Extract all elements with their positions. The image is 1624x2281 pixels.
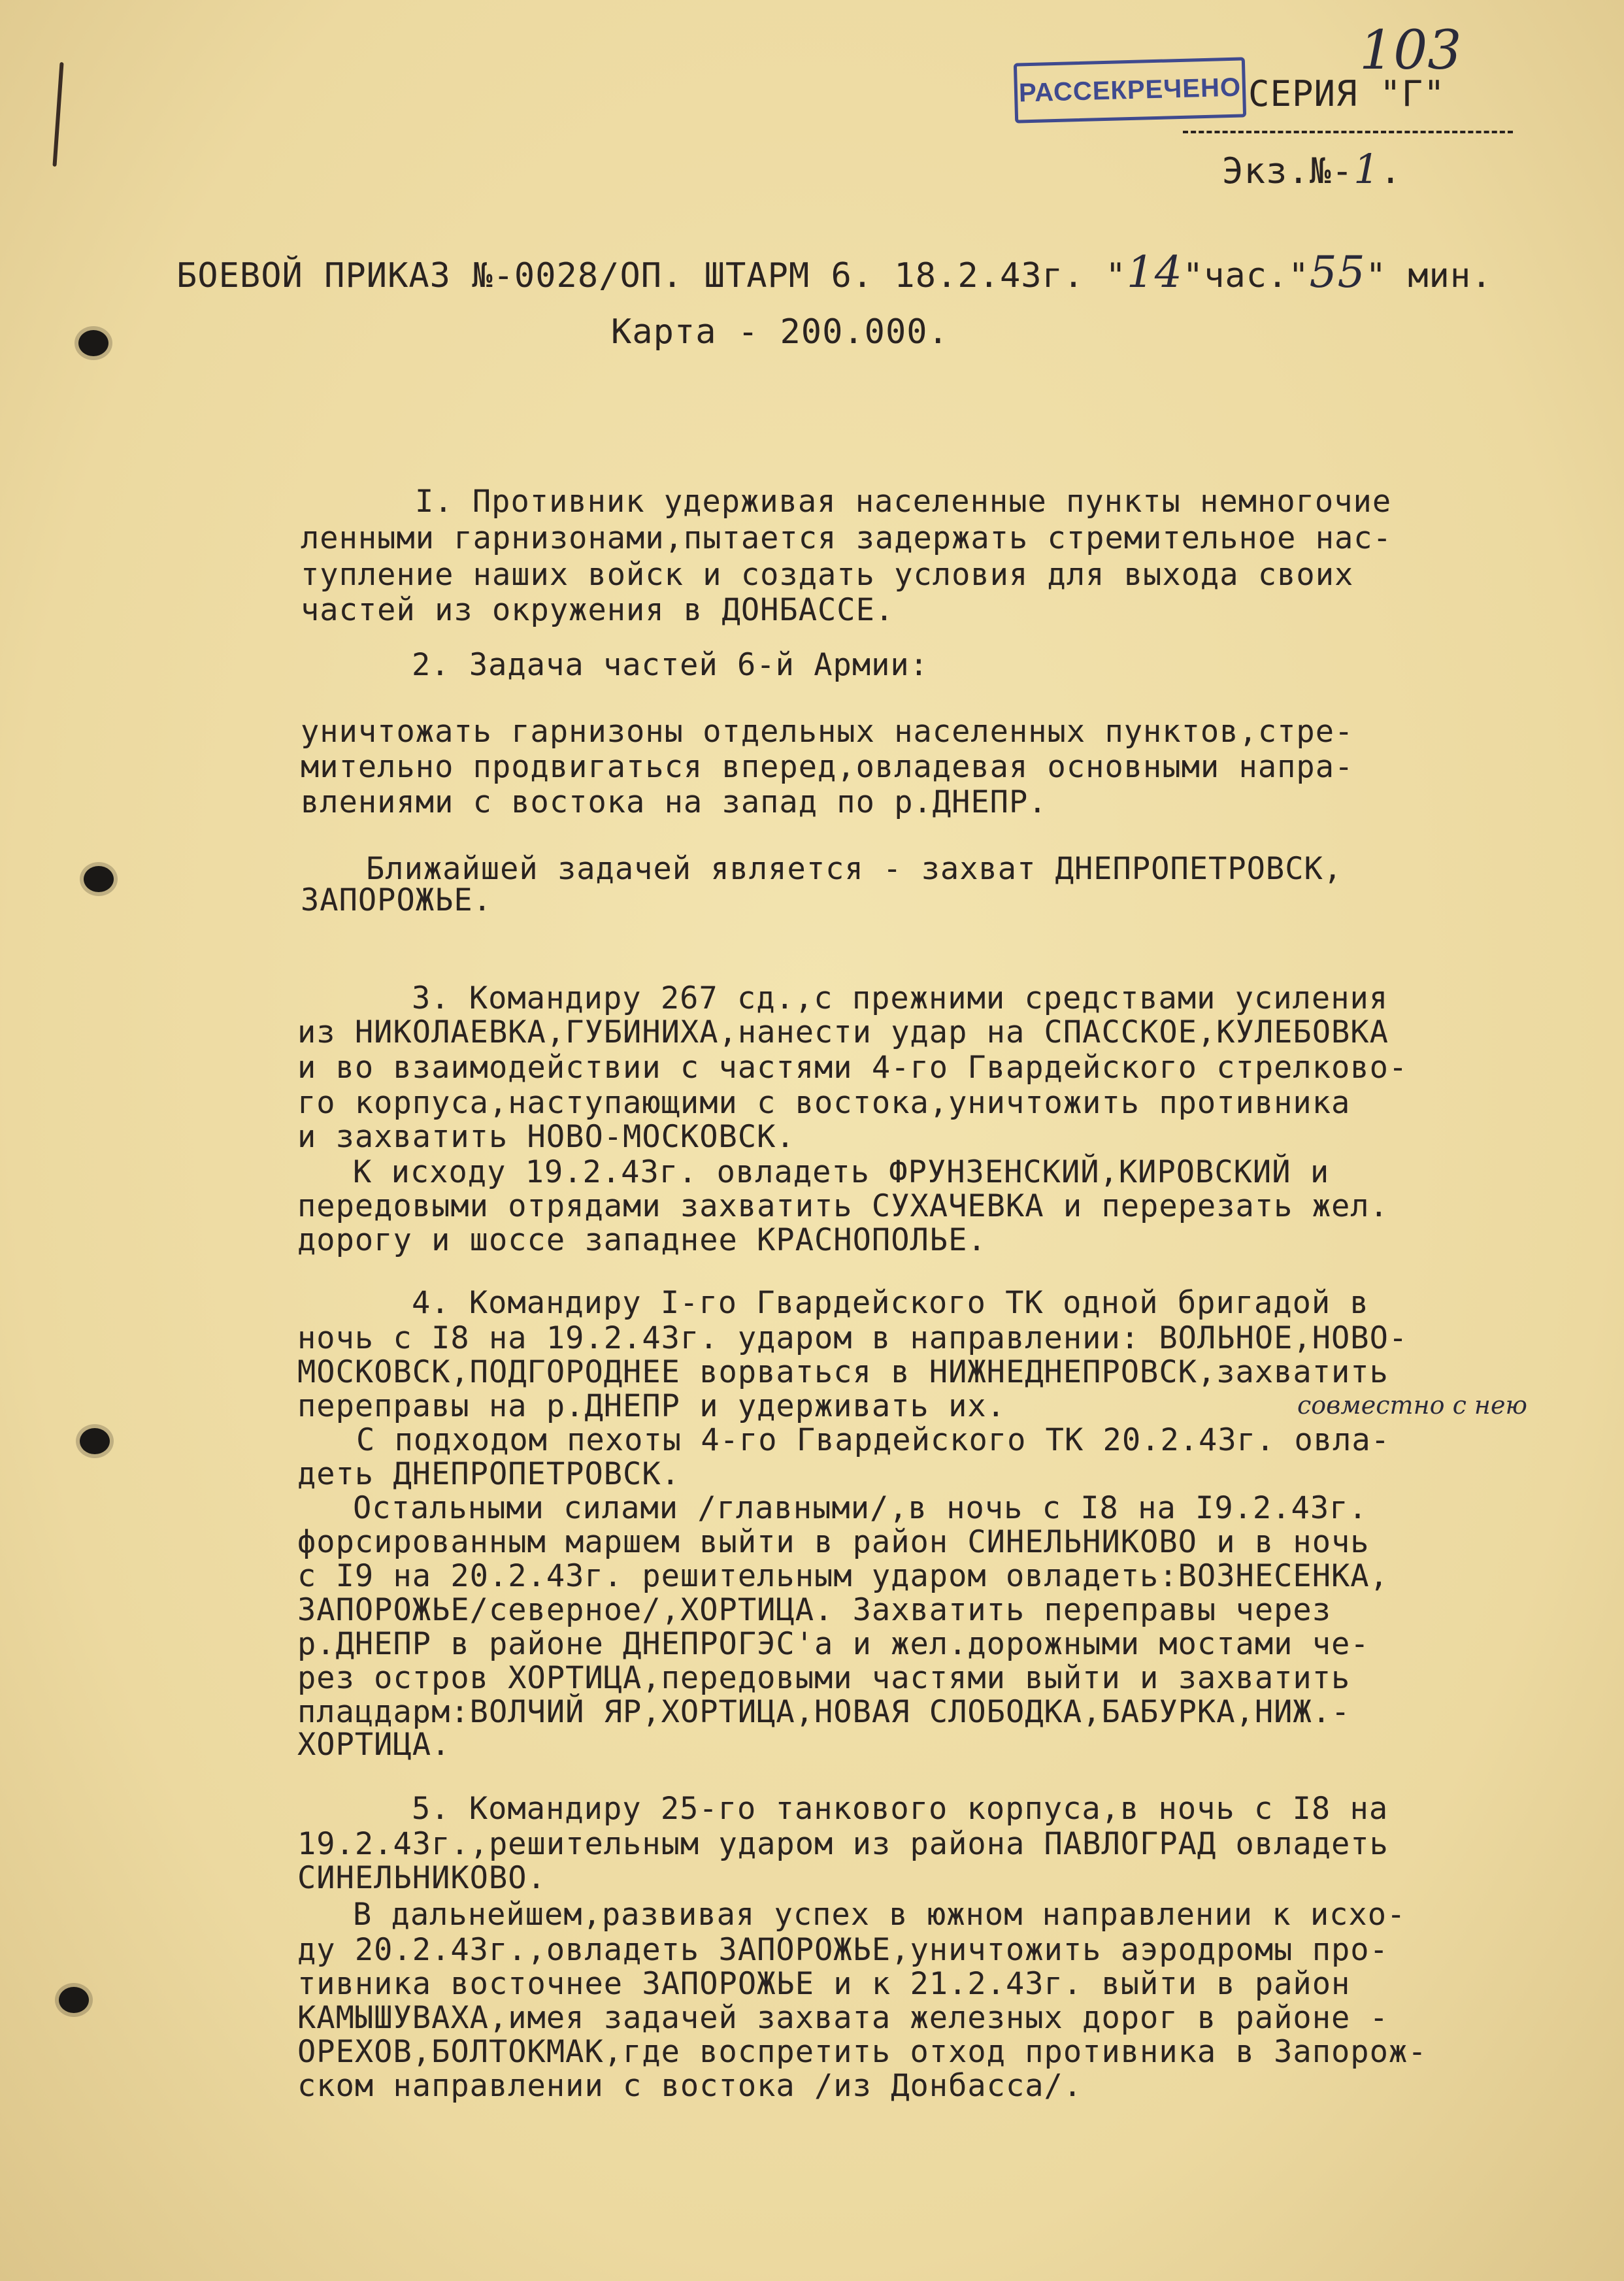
body-line-30: рез остров ХОРТИЦА,передовыми частями выйти и захватить — [297, 1660, 1351, 1696]
body-line-38: тивника восточнее ЗАПОРОЖЬЕ и к 21.2.43г. выйти в район — [297, 1966, 1351, 2002]
body-line-13: и во взаимодействии с частями 4-го Гвардейского стрелково- — [297, 1050, 1408, 1086]
body-line-29: р.ДНЕПР в районе ДНЕПРОГЭС'а и жел.дорожными мостами че- — [297, 1626, 1370, 1662]
punch-hole-2 — [84, 866, 114, 892]
body-line-33: 5. Командиру 25-го танкового корпуса,в ночь с I8 на — [412, 1791, 1389, 1827]
punch-hole-3 — [80, 1428, 110, 1454]
heading-hour: 14 — [1126, 247, 1183, 297]
body-line-4: частей из окружения в ДОНБАССЕ. — [301, 592, 895, 628]
body-line-15: и захватить НОВО-МОСКОВСК. — [297, 1119, 795, 1155]
body-line-6: уничтожать гарнизоны отдельных населенных пунктов,стре- — [301, 714, 1354, 750]
series-label: СЕРИЯ "Г" — [1248, 73, 1446, 114]
body-line-16: К исходу 19.2.43г. овладеть ФРУНЗЕНСКИЙ,КИРОВСКИЙ и — [353, 1154, 1330, 1190]
punch-hole-1 — [78, 330, 108, 356]
copy-number-line: Экз.№-1. — [1222, 145, 1402, 193]
paper-tear-mark — [52, 62, 63, 167]
body-line-8: влениями с востока на запад по р.ДНЕПР. — [301, 784, 1048, 820]
body-line-26: форсированным маршем выйти в район СИНЕЛЬНИКОВО и в ночь — [297, 1524, 1370, 1560]
body-line-32: ХОРТИЦА. — [297, 1727, 451, 1763]
body-line-37: ду 20.2.43г.,овладеть ЗАПОРОЖЬЕ,уничтожить аэродромы про- — [297, 1932, 1389, 1968]
body-line-14: го корпуса,наступающими с востока,уничтожить противника — [297, 1085, 1351, 1121]
copy-number: 1 — [1353, 145, 1380, 193]
body-line-9: Ближайшей задачей является - захват ДНЕПРОПЕТРОВСК, — [366, 851, 1343, 887]
body-line-36: В дальнейшем,развивая успех в южном направлении к исхо- — [353, 1897, 1406, 1933]
body-line-19: 4. Командиру I-го Гвардейского ТК одной бригадой в — [412, 1285, 1369, 1321]
body-line-35: СИНЕЛЬНИКОВО. — [297, 1860, 546, 1896]
order-heading — [176, 247, 1492, 297]
body-line-10: ЗАПОРОЖЬЕ. — [301, 882, 492, 918]
body-line-40: ОРЕХОВ,БОЛТОКМАК,где воспретить отход противника в Запорож- — [297, 2034, 1427, 2070]
body-line-41: ском направлении с востока /из Донбасса/. — [297, 2068, 1083, 2104]
body-line-1: I. Противник удерживая населенные пункты немногочие — [415, 484, 1392, 520]
heading-hour-label: "час." — [1182, 256, 1310, 295]
punch-hole-4 — [59, 1987, 89, 2013]
heading-text: БОЕВОЙ ПРИКАЗ №-0028/ОП. ШТАРМ 6. 18.2.43г. " — [176, 256, 1127, 295]
body-line-28: ЗАПОРОЖЬЕ/северное/,ХОРТИЦА. Захватить переправы через — [297, 1592, 1332, 1628]
body-line-2: ленными гарнизонами,пытается задержать стремительное нас- — [301, 520, 1392, 556]
handwritten-margin-note: совместно с нею — [1297, 1391, 1527, 1420]
heading-minute: 55 — [1309, 247, 1366, 297]
body-line-12: из НИКОЛАЕВКА,ГУБИНИХА,нанести удар на СПАССКОЕ,КУЛЕБОВКА — [297, 1014, 1389, 1050]
heading-minute-label: " мин. — [1365, 256, 1493, 295]
body-line-18: дорогу и шоссе западнее КРАСНОПОЛЬЕ. — [297, 1222, 987, 1258]
body-line-34: 19.2.43г.,решительным ударом из района ПАВЛОГРАД овладеть — [297, 1826, 1389, 1862]
map-scale-line: Карта - 200.000. — [611, 312, 949, 352]
body-line-11: 3. Командиру 267 сд.,с прежними средствами усиления — [412, 980, 1389, 1016]
body-line-5: 2. Задача частей 6-й Армии: — [412, 647, 929, 683]
body-line-17: передовыми отрядами захватить СУХАЧЕВКА и перерезать жел. — [297, 1188, 1389, 1224]
body-line-3: тупление наших войск и создать условия для выхода своих — [301, 557, 1354, 593]
body-line-7: мительно продвигаться вперед,овладевая основными напра- — [301, 749, 1354, 785]
body-line-24: деть ДНЕПРОПЕТРОВСК. — [297, 1456, 680, 1492]
body-line-22: переправы на р.ДНЕПР и удерживать их. — [297, 1388, 1006, 1424]
folio-number: 103 — [1359, 20, 1462, 82]
series-underline — [1183, 131, 1513, 133]
body-line-39: КАМЫШУВАХА,имея задачей захвата железных дорог в районе - — [297, 2000, 1389, 2036]
body-line-23: С подходом пехоты 4-го Гвардейского ТК 20.2.43г. овла- — [356, 1422, 1391, 1458]
declassified-stamp: РАССЕКРЕЧЕНО — [1014, 57, 1246, 123]
body-line-21: МОСКОВСК,ПОДГОРОДНЕЕ ворваться в НИЖНЕДНЕПРОВСК,захватить — [297, 1354, 1389, 1390]
body-line-27: с I9 на 20.2.43г. решительным ударом овладеть:ВОЗНЕСЕНКА, — [297, 1558, 1389, 1594]
body-line-31: плацдарм:ВОЛЧИЙ ЯР,ХОРТИЦА,НОВАЯ СЛОБОДКА,БАБУРКА,НИЖ.- — [297, 1694, 1351, 1730]
copy-label: Экз.№- — [1222, 150, 1354, 191]
body-line-25: Остальными силами /главными/,в ночь с I8 на I9.2.43г. — [353, 1490, 1368, 1526]
body-line-20: ночь с I8 на 19.2.43г. ударом в направлении: ВОЛЬНОЕ,НОВО- — [297, 1320, 1408, 1356]
